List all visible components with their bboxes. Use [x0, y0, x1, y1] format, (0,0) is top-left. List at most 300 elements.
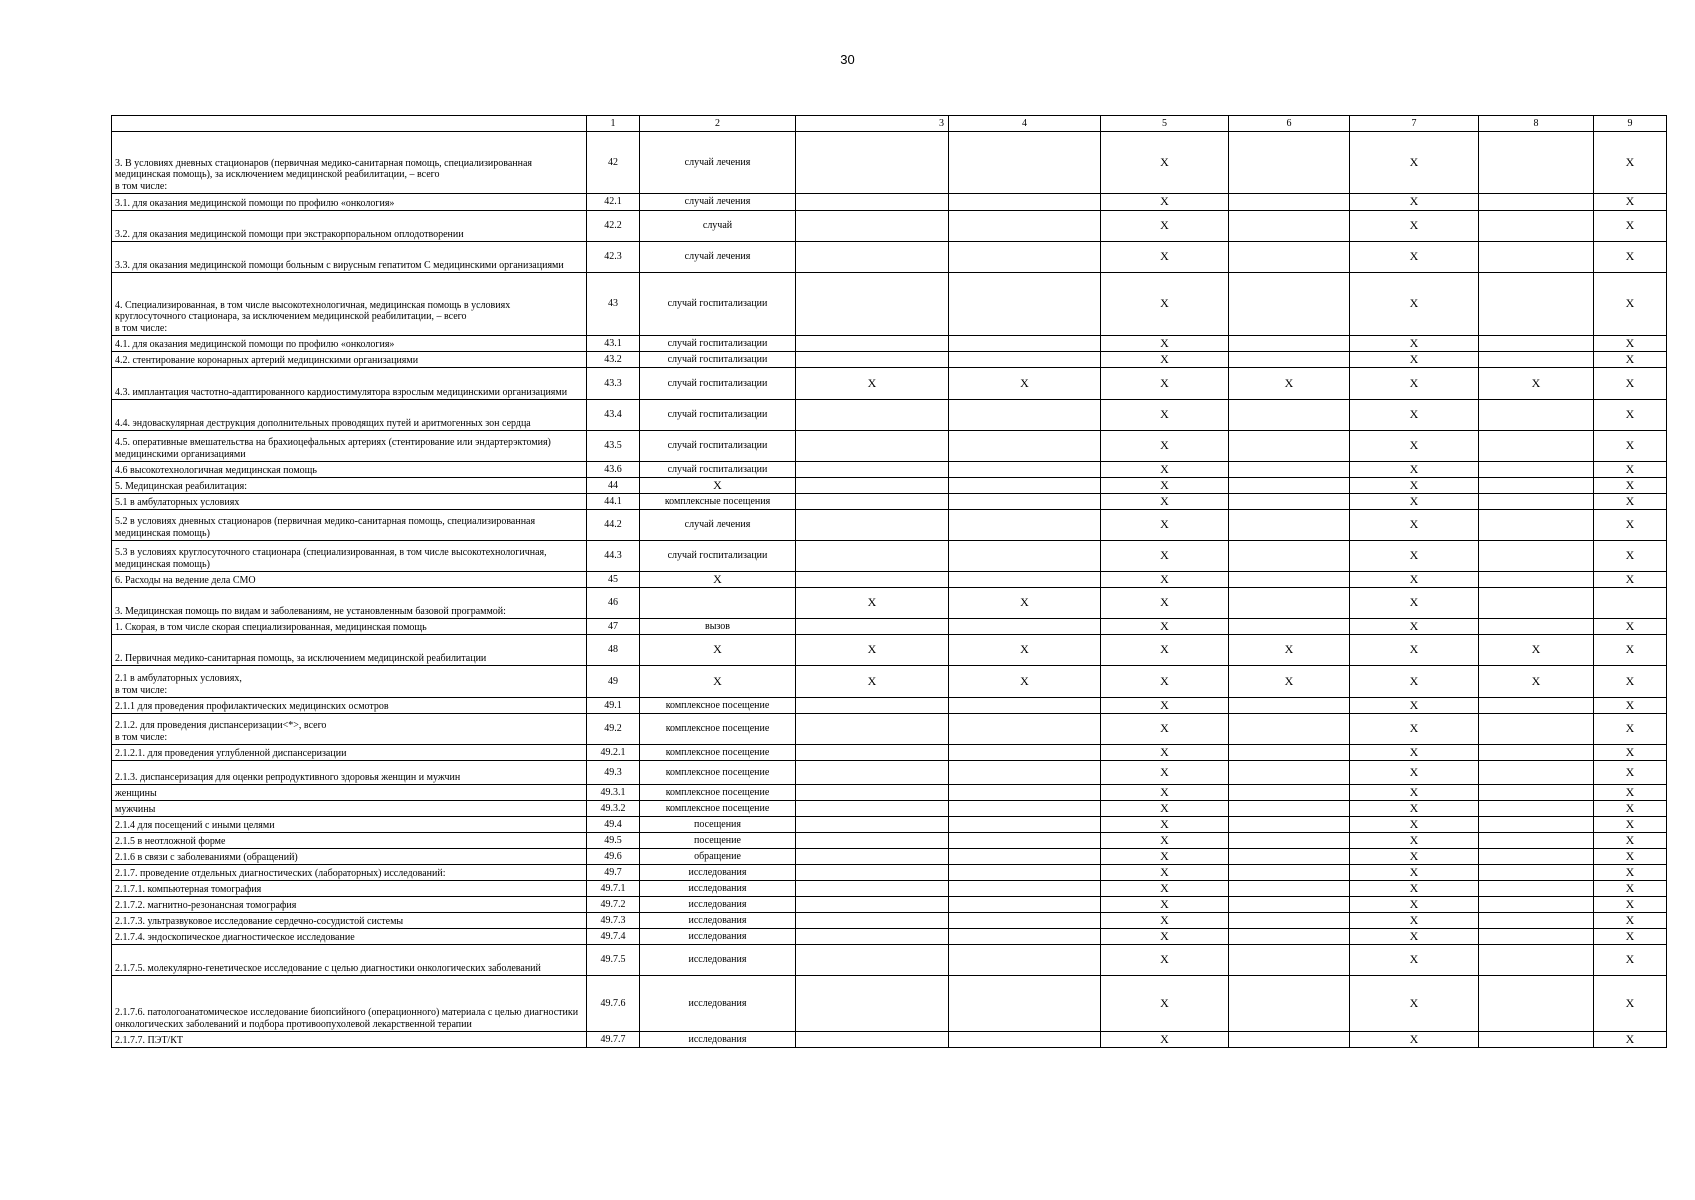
- row-name: 4.5. оперативные вмешательства на брахиоцефальных артериях (стентирование или эндартерэктомия) медицинскими организациями: [112, 431, 587, 462]
- header-cell-5: 5: [1101, 116, 1229, 132]
- col-8-cell: [1479, 352, 1594, 368]
- col-5-cell: X: [1101, 761, 1229, 785]
- row-name: 6. Расходы на ведение дела СМО: [112, 572, 587, 588]
- col-4-cell: [949, 211, 1101, 242]
- table-row: [112, 976, 1667, 1032]
- row-code: 49.2.1: [587, 745, 640, 761]
- row-unit: исследования: [640, 897, 796, 913]
- col-7-cell: X: [1350, 431, 1479, 462]
- col-9-cell: X: [1594, 478, 1667, 494]
- row-unit: случай госпитализации: [640, 400, 796, 431]
- col-6-cell: [1229, 273, 1350, 336]
- col-6-cell: [1229, 211, 1350, 242]
- col-4-cell: [949, 352, 1101, 368]
- col-9-cell: X: [1594, 541, 1667, 572]
- col-6-cell: [1229, 714, 1350, 745]
- col-3-cell: [796, 833, 949, 849]
- col-4-cell: [949, 698, 1101, 714]
- row-name: 4.2. стентирование коронарных артерий медицинскими организациями: [112, 352, 587, 368]
- col-6-cell: [1229, 510, 1350, 541]
- col-9-cell: X: [1594, 801, 1667, 817]
- col-3-cell: [796, 976, 949, 1032]
- col-4-cell: [949, 273, 1101, 336]
- row-code: 49.3.2: [587, 801, 640, 817]
- row-unit: случай лечения: [640, 194, 796, 211]
- col-8-cell: [1479, 833, 1594, 849]
- col-5-cell: X: [1101, 352, 1229, 368]
- row-unit: исследования: [640, 929, 796, 945]
- table-row: [112, 478, 1667, 494]
- table-row: [112, 929, 1667, 945]
- row-name: 2.1.7.7. ПЭТ/КТ: [112, 1032, 587, 1048]
- col-8-cell: [1479, 913, 1594, 929]
- table-row: [112, 881, 1667, 897]
- col-8-cell: [1479, 761, 1594, 785]
- row-unit: комплексное посещение: [640, 714, 796, 745]
- col-7-cell: X: [1350, 714, 1479, 745]
- col-8-cell: X: [1479, 666, 1594, 698]
- table-row: [112, 132, 1667, 194]
- col-9-cell: X: [1594, 572, 1667, 588]
- col-8-cell: [1479, 945, 1594, 976]
- data-table: [111, 115, 1667, 1048]
- col-5-cell: X: [1101, 666, 1229, 698]
- col-7-cell: X: [1350, 945, 1479, 976]
- row-code: 43: [587, 273, 640, 336]
- col-4-cell: [949, 913, 1101, 929]
- col-6-cell: [1229, 588, 1350, 619]
- col-3-cell: X: [796, 635, 949, 666]
- row-name: 2.1.7.4. эндоскопическое диагностическое исследование: [112, 929, 587, 945]
- col-8-cell: [1479, 572, 1594, 588]
- row-code: 49.7.4: [587, 929, 640, 945]
- col-8-cell: [1479, 462, 1594, 478]
- col-5-cell: X: [1101, 242, 1229, 273]
- row-name: 2.1.7.1. компьютерная томография: [112, 881, 587, 897]
- col-5-cell: X: [1101, 833, 1229, 849]
- row-name: 5.2 в условиях дневных стационаров (первичная медико-санитарная помощь, специализированная медицинская помощь): [112, 510, 587, 541]
- col-6-cell: [1229, 801, 1350, 817]
- table-row: [112, 368, 1667, 400]
- col-9-cell: X: [1594, 745, 1667, 761]
- header-cell-2: 2: [640, 116, 796, 132]
- col-8-cell: X: [1479, 368, 1594, 400]
- row-name: 3.3. для оказания медицинской помощи больным с вирусным гепатитом С медицинскими организациями: [112, 242, 587, 273]
- col-5-cell: X: [1101, 785, 1229, 801]
- table-row: [112, 865, 1667, 881]
- col-8-cell: [1479, 132, 1594, 194]
- col-4-cell: [949, 400, 1101, 431]
- col-3-cell: [796, 1032, 949, 1048]
- col-7-cell: X: [1350, 368, 1479, 400]
- row-unit: случай госпитализации: [640, 462, 796, 478]
- table-row: [112, 698, 1667, 714]
- col-4-cell: [949, 619, 1101, 635]
- col-5-cell: X: [1101, 368, 1229, 400]
- col-9-cell: X: [1594, 132, 1667, 194]
- col-3-cell: [796, 431, 949, 462]
- row-code: 46: [587, 588, 640, 619]
- col-6-cell: [1229, 698, 1350, 714]
- table-row: [112, 666, 1667, 698]
- col-6-cell: X: [1229, 635, 1350, 666]
- col-6-cell: [1229, 833, 1350, 849]
- col-4-cell: [949, 785, 1101, 801]
- col-6-cell: X: [1229, 368, 1350, 400]
- table-row: [112, 849, 1667, 865]
- row-unit: [640, 588, 796, 619]
- col-6-cell: [1229, 1032, 1350, 1048]
- col-9-cell: X: [1594, 945, 1667, 976]
- row-name: 4.4. эндоваскулярная деструкция дополнительных проводящих путей и аритмогенных зон сердца: [112, 400, 587, 431]
- row-name: 3.2. для оказания медицинской помощи при экстракорпоральном оплодотворении: [112, 211, 587, 242]
- row-name: 5.3 в условиях круглосуточного стационара (специализированная, в том числе высокотехнологичная, медицинская помощь): [112, 541, 587, 572]
- page-number: 30: [840, 52, 855, 67]
- col-8-cell: [1479, 478, 1594, 494]
- col-6-cell: [1229, 242, 1350, 273]
- col-7-cell: X: [1350, 698, 1479, 714]
- col-6-cell: [1229, 462, 1350, 478]
- row-name: мужчины: [112, 801, 587, 817]
- col-9-cell: X: [1594, 211, 1667, 242]
- col-8-cell: [1479, 619, 1594, 635]
- table-row: [112, 619, 1667, 635]
- col-7-cell: X: [1350, 897, 1479, 913]
- col-7-cell: X: [1350, 588, 1479, 619]
- table-row: [112, 242, 1667, 273]
- col-4-cell: [949, 801, 1101, 817]
- col-3-cell: [796, 462, 949, 478]
- col-3-cell: [796, 913, 949, 929]
- col-7-cell: X: [1350, 132, 1479, 194]
- col-5-cell: X: [1101, 572, 1229, 588]
- col-8-cell: [1479, 698, 1594, 714]
- row-code: 49.1: [587, 698, 640, 714]
- col-6-cell: [1229, 865, 1350, 881]
- col-6-cell: [1229, 572, 1350, 588]
- col-5-cell: X: [1101, 635, 1229, 666]
- col-8-cell: [1479, 849, 1594, 865]
- table-row: [112, 1032, 1667, 1048]
- col-6-cell: [1229, 132, 1350, 194]
- row-code: 45: [587, 572, 640, 588]
- col-8-cell: [1479, 714, 1594, 745]
- col-4-cell: [949, 817, 1101, 833]
- col-4-cell: [949, 1032, 1101, 1048]
- col-6-cell: [1229, 336, 1350, 352]
- col-3-cell: [796, 785, 949, 801]
- col-9-cell: X: [1594, 619, 1667, 635]
- col-5-cell: X: [1101, 745, 1229, 761]
- table-row: [112, 913, 1667, 929]
- col-4-cell: [949, 833, 1101, 849]
- col-5-cell: X: [1101, 1032, 1229, 1048]
- col-6-cell: [1229, 849, 1350, 865]
- col-8-cell: [1479, 242, 1594, 273]
- row-name: 4.3. имплантация частотно-адаптированного кардиостимулятора взрослым медицинскими организациями: [112, 368, 587, 400]
- col-3-cell: [796, 194, 949, 211]
- col-9-cell: X: [1594, 666, 1667, 698]
- col-3-cell: [796, 132, 949, 194]
- row-code: 49.7.6: [587, 976, 640, 1032]
- col-6-cell: [1229, 817, 1350, 833]
- row-name: 3. Медицинская помощь по видам и заболеваниям, не установленным базовой программой:: [112, 588, 587, 619]
- col-9-cell: X: [1594, 494, 1667, 510]
- col-3-cell: [796, 849, 949, 865]
- col-9-cell: X: [1594, 400, 1667, 431]
- col-3-cell: [796, 336, 949, 352]
- table-row: [112, 494, 1667, 510]
- col-6-cell: X: [1229, 666, 1350, 698]
- col-4-cell: X: [949, 368, 1101, 400]
- row-code: 49.7.3: [587, 913, 640, 929]
- col-4-cell: [949, 494, 1101, 510]
- row-code: 43.3: [587, 368, 640, 400]
- col-7-cell: X: [1350, 881, 1479, 897]
- row-code: 43.1: [587, 336, 640, 352]
- col-6-cell: [1229, 976, 1350, 1032]
- col-4-cell: X: [949, 666, 1101, 698]
- col-9-cell: X: [1594, 336, 1667, 352]
- col-9-cell: X: [1594, 929, 1667, 945]
- col-6-cell: [1229, 881, 1350, 897]
- col-5-cell: X: [1101, 849, 1229, 865]
- col-5-cell: X: [1101, 478, 1229, 494]
- col-7-cell: X: [1350, 242, 1479, 273]
- col-7-cell: X: [1350, 1032, 1479, 1048]
- col-8-cell: [1479, 929, 1594, 945]
- col-5-cell: X: [1101, 462, 1229, 478]
- col-4-cell: [949, 431, 1101, 462]
- col-9-cell: X: [1594, 462, 1667, 478]
- row-code: 42.3: [587, 242, 640, 273]
- row-unit: случай лечения: [640, 242, 796, 273]
- col-6-cell: [1229, 194, 1350, 211]
- row-name: 2.1.6 в связи с заболеваниями (обращений): [112, 849, 587, 865]
- col-3-cell: [796, 510, 949, 541]
- row-unit: комплексное посещение: [640, 801, 796, 817]
- col-5-cell: X: [1101, 211, 1229, 242]
- row-unit: случай госпитализации: [640, 336, 796, 352]
- col-5-cell: X: [1101, 913, 1229, 929]
- table-row: [112, 945, 1667, 976]
- col-5-cell: X: [1101, 541, 1229, 572]
- col-5-cell: X: [1101, 132, 1229, 194]
- table-row: [112, 897, 1667, 913]
- col-3-cell: X: [796, 368, 949, 400]
- col-8-cell: [1479, 881, 1594, 897]
- col-8-cell: [1479, 865, 1594, 881]
- row-code: 47: [587, 619, 640, 635]
- col-5-cell: X: [1101, 400, 1229, 431]
- row-unit: комплексное посещение: [640, 745, 796, 761]
- col-4-cell: [949, 714, 1101, 745]
- row-unit: X: [640, 666, 796, 698]
- row-code: 42: [587, 132, 640, 194]
- col-9-cell: X: [1594, 194, 1667, 211]
- col-8-cell: [1479, 1032, 1594, 1048]
- row-unit: случай лечения: [640, 510, 796, 541]
- row-unit: комплексное посещение: [640, 698, 796, 714]
- col-6-cell: [1229, 761, 1350, 785]
- table-row: [112, 801, 1667, 817]
- col-7-cell: X: [1350, 976, 1479, 1032]
- col-8-cell: [1479, 817, 1594, 833]
- row-unit: случай госпитализации: [640, 368, 796, 400]
- col-4-cell: [949, 132, 1101, 194]
- col-4-cell: [949, 572, 1101, 588]
- col-7-cell: X: [1350, 400, 1479, 431]
- col-4-cell: [949, 849, 1101, 865]
- col-3-cell: [796, 572, 949, 588]
- col-8-cell: [1479, 785, 1594, 801]
- col-7-cell: X: [1350, 785, 1479, 801]
- row-unit: случай госпитализации: [640, 431, 796, 462]
- table-row: [112, 336, 1667, 352]
- row-name: 2.1.4 для посещений с иными целями: [112, 817, 587, 833]
- row-code: 49.7.2: [587, 897, 640, 913]
- row-unit: случай госпитализации: [640, 541, 796, 572]
- col-6-cell: [1229, 897, 1350, 913]
- row-code: 49: [587, 666, 640, 698]
- row-name: 2.1.7.2. магнитно-резонансная томография: [112, 897, 587, 913]
- col-5-cell: X: [1101, 273, 1229, 336]
- col-6-cell: [1229, 352, 1350, 368]
- header-cell-0: [112, 116, 587, 132]
- row-unit: X: [640, 635, 796, 666]
- table-row: [112, 761, 1667, 785]
- col-7-cell: X: [1350, 572, 1479, 588]
- col-6-cell: [1229, 541, 1350, 572]
- col-9-cell: X: [1594, 897, 1667, 913]
- row-unit: комплексное посещение: [640, 761, 796, 785]
- col-7-cell: X: [1350, 478, 1479, 494]
- row-code: 49.2: [587, 714, 640, 745]
- col-7-cell: X: [1350, 865, 1479, 881]
- row-code: 49.3.1: [587, 785, 640, 801]
- header-cell-1: 1: [587, 116, 640, 132]
- row-name: женщины: [112, 785, 587, 801]
- row-unit: случай лечения: [640, 132, 796, 194]
- col-5-cell: X: [1101, 945, 1229, 976]
- col-6-cell: [1229, 619, 1350, 635]
- col-5-cell: X: [1101, 619, 1229, 635]
- col-8-cell: [1479, 273, 1594, 336]
- row-name: 2.1.7.6. патологоанатомическое исследование биопсийного (операционного) материала с целью диагностики онкологических заболеваний и подбора противоопухолевой лекарственной терапии: [112, 976, 587, 1032]
- table-row: [112, 572, 1667, 588]
- row-name: 1. Скорая, в том числе скорая специализированная, медицинская помощь: [112, 619, 587, 635]
- col-9-cell: X: [1594, 785, 1667, 801]
- col-3-cell: X: [796, 588, 949, 619]
- col-9-cell: X: [1594, 510, 1667, 541]
- row-name: 2.1.1 для проведения профилактических медицинских осмотров: [112, 698, 587, 714]
- header-cell-9: 9: [1594, 116, 1667, 132]
- col-3-cell: [796, 698, 949, 714]
- header-cell-4: 4: [949, 116, 1101, 132]
- col-8-cell: [1479, 211, 1594, 242]
- col-5-cell: X: [1101, 494, 1229, 510]
- col-7-cell: X: [1350, 194, 1479, 211]
- row-code: 49.5: [587, 833, 640, 849]
- col-3-cell: [796, 619, 949, 635]
- row-unit: случай госпитализации: [640, 273, 796, 336]
- col-9-cell: X: [1594, 761, 1667, 785]
- col-7-cell: X: [1350, 801, 1479, 817]
- col-9-cell: X: [1594, 833, 1667, 849]
- row-code: 43.6: [587, 462, 640, 478]
- row-unit: посещение: [640, 833, 796, 849]
- col-3-cell: [796, 273, 949, 336]
- col-4-cell: [949, 897, 1101, 913]
- col-8-cell: [1479, 541, 1594, 572]
- col-9-cell: X: [1594, 913, 1667, 929]
- row-unit: случай: [640, 211, 796, 242]
- col-7-cell: X: [1350, 336, 1479, 352]
- header-cell-6: 6: [1229, 116, 1350, 132]
- col-9-cell: X: [1594, 635, 1667, 666]
- row-code: 49.7: [587, 865, 640, 881]
- col-5-cell: X: [1101, 865, 1229, 881]
- row-name: 2.1.7.3. ультразвуковое исследование сердечно-сосудистой системы: [112, 913, 587, 929]
- header-cell-8: 8: [1479, 116, 1594, 132]
- col-8-cell: [1479, 510, 1594, 541]
- col-9-cell: X: [1594, 881, 1667, 897]
- col-5-cell: X: [1101, 976, 1229, 1032]
- row-code: 42.2: [587, 211, 640, 242]
- row-name: 5.1 в амбулаторных условиях: [112, 494, 587, 510]
- col-8-cell: [1479, 194, 1594, 211]
- row-name: 2. Первичная медико-санитарная помощь, за исключением медицинской реабилитации: [112, 635, 587, 666]
- col-5-cell: X: [1101, 801, 1229, 817]
- col-4-cell: X: [949, 588, 1101, 619]
- col-9-cell: X: [1594, 817, 1667, 833]
- col-4-cell: [949, 462, 1101, 478]
- row-name: 4.1. для оказания медицинской помощи по профилю «онкология»: [112, 336, 587, 352]
- col-5-cell: X: [1101, 431, 1229, 462]
- col-3-cell: [796, 400, 949, 431]
- row-name: 5. Медицинская реабилитация:: [112, 478, 587, 494]
- table-row: [112, 211, 1667, 242]
- row-code: 42.1: [587, 194, 640, 211]
- col-3-cell: [796, 801, 949, 817]
- row-code: 49.7.1: [587, 881, 640, 897]
- row-unit: обращение: [640, 849, 796, 865]
- col-9-cell: [1594, 588, 1667, 619]
- header-cell-3: 3: [796, 116, 949, 132]
- row-name: 4. Специализированная, в том числе высокотехнологичная, медицинская помощь в условиях круглосуточного стационара, за исключением медицинской реабилитации, – всего в том числе:: [112, 273, 587, 336]
- col-3-cell: [796, 745, 949, 761]
- row-code: 44.1: [587, 494, 640, 510]
- table-row: [112, 817, 1667, 833]
- col-9-cell: X: [1594, 865, 1667, 881]
- col-7-cell: X: [1350, 761, 1479, 785]
- col-3-cell: [796, 881, 949, 897]
- col-5-cell: X: [1101, 929, 1229, 945]
- row-code: 49.7.5: [587, 945, 640, 976]
- col-7-cell: X: [1350, 745, 1479, 761]
- col-4-cell: [949, 478, 1101, 494]
- table-row: [112, 635, 1667, 666]
- col-5-cell: X: [1101, 897, 1229, 913]
- col-5-cell: X: [1101, 714, 1229, 745]
- row-name: 2.1.5 в неотложной форме: [112, 833, 587, 849]
- col-9-cell: X: [1594, 849, 1667, 865]
- col-6-cell: [1229, 945, 1350, 976]
- col-6-cell: [1229, 400, 1350, 431]
- header-cell-7: 7: [1350, 116, 1479, 132]
- col-8-cell: [1479, 336, 1594, 352]
- col-4-cell: [949, 194, 1101, 211]
